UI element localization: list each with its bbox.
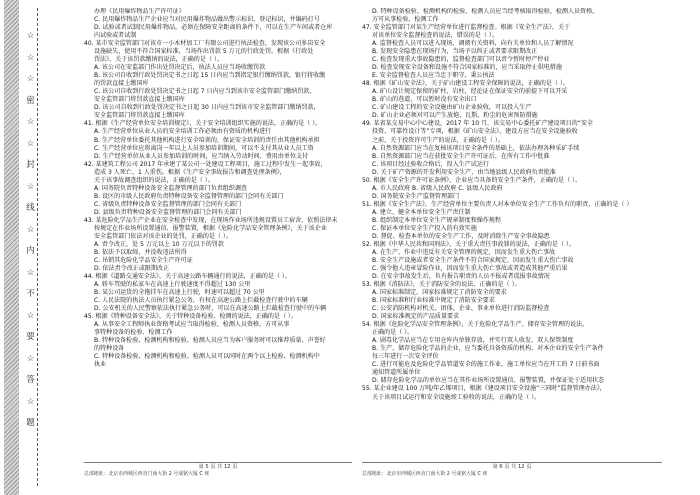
seal-char: ☆ [26, 181, 35, 192]
answer-option: C. 矿山建设工程的安全设施由矿山企业验收，可以投入生产 [372, 104, 532, 112]
answer-option: A. 监督检查人员可以进入现场，调阅有关资料，向有关单位和人员了解情况 [372, 40, 574, 48]
answer-option: D. 储存危险化学品的单位应当在其作业场所设置通信、报警装置，并保证处于适用状态 [372, 377, 605, 385]
footer-address: 总部地址：北京市西城区西直门南大街 2 号成铭大厦 C 座 [362, 471, 488, 477]
answer-option: A. 国务院负责特种设备安全监督管理的部门负责组织调查 [94, 184, 247, 192]
question-stem: 41. 根据《生产经营单位安全培训规定》，关于安全培训组织实施的说法，正确的是（ ）。 [84, 120, 322, 128]
seal-char: 封 [26, 160, 35, 170]
text-line: 执业 [94, 361, 107, 369]
seal-char: 题 [26, 418, 35, 428]
answer-option: B. 组织制定本单位安全生产规章制度和操作规程 [372, 216, 501, 224]
text-line: 按规定在作业场所设置通信、报警装置，根据《危险化学品安全管理条例》，关于该企业 [94, 224, 327, 232]
seal-char: ☆ [26, 31, 35, 41]
question-stem: 51. 根据《安全生产法》，生产经营单位主要负责人对本单位安全生产工作负有的职责，正确的是（ ） [362, 200, 633, 208]
answer-option: D. 试验或者试制民用爆炸物品，必须在保障安全距离的条件下，可以在生产车间或者仓库 [94, 24, 333, 32]
text-line: 的罚款直接上缴国库 [94, 80, 149, 88]
answer-option: C. 人民法院的执法人员执行紧急公务，有权在高速公路上拦截检查行驶中的车辆 [94, 297, 308, 305]
answer-option: C. 进行可能危及危险化学品管道安全的施工作业，施工单位应当在开工的 7 日前书面 [372, 361, 600, 369]
text-line: 安全监管部门依法对该企业的处罚，正确的是（ ）。 [94, 232, 232, 240]
answer-option: B. 矿山的巷道，可以暂时没有安全出口 [372, 96, 477, 104]
text-line: 设施缺失，使用不符合国家标准，当场作出罚款 5 万元的行政处罚。根据《行政处 [94, 48, 314, 56]
footer-left [84, 462, 352, 478]
binding-strip [0, 0, 58, 495]
answer-option: B. 国家标准和行业标准中规定了消防安全要求 [372, 297, 495, 305]
question-stem: 48. 根据《矿山安全法》，关于矿山建设工程安全保障的说法，正确的是（ ）。 [362, 80, 569, 88]
text-line: 的特种设备 [94, 345, 125, 353]
answer-option: B. 安全生产设施或者安全生产条件不符合国家规定，因而发生重大伤亡事故 [372, 256, 574, 264]
answer-option: D. 该公司自收到行政处罚决定书之日起 30 日内应当到该市安全监管部门缴纳罚款， [94, 104, 320, 112]
text-line: 关于该事故调查组织的说法，正确的是（ ）。 [94, 176, 214, 184]
answer-option: B. 某公司运货的全拖挂车在高速上行驶，时速可以超过 70 公里 [94, 289, 265, 297]
seal-char: ☆ [26, 138, 35, 149]
seal-char: ☆ [26, 224, 35, 235]
answer-option: C. 公安消防机构对机关、团体、企业、事业单位进行消防监督检查 [372, 305, 550, 313]
question-stem: 42. 某建筑工程公司 2017 年承建了某公司一处建设工程项目，施工过程中发生一起事故， [84, 160, 327, 168]
answer-option: D. 国务院安全生产监督管理部门 [372, 192, 460, 200]
seal-char: 线 [26, 203, 35, 213]
question-stem: 40. 某市安全监管部门对该市一小木材加工厂有限公司进行执法检查，发现该公司多岗安全 [84, 40, 326, 48]
answer-option: A. 从事安全工程师执业资格考试应当取得检验、检测人员资格，方可从事 [94, 321, 290, 329]
seal-char: 内 [26, 246, 35, 256]
text-line: 对该单位安全监督检查的说法，错误的是（ ）。 [372, 32, 498, 40]
answer-option: A. 该公司在安监部门作出处罚决定后，执法人员应当场收缴罚款 [94, 64, 266, 72]
answer-option: D. 国家标准规定的产品质量要求 [372, 313, 460, 321]
seal-char: 要 [26, 332, 35, 342]
footer-right [362, 462, 662, 478]
answer-option: E. 安全监督检查人员应当忠于职守，秉公执法 [372, 72, 495, 80]
answer-option: B. 特种设备检验、检测机构和检验、检测人员应当为客户服务时可以推荐质量、声誉好 [94, 337, 326, 345]
text-line: 关于该项目试运行和安全设施竣工验收的说法，正确的是（ ）。 [372, 393, 541, 401]
text-line: 之前，关于投资许可生产的说法，正确的是（ ）。 [372, 136, 504, 144]
page-number: 第 6 页 共 12 页 [492, 464, 532, 470]
answer-option: A. 自然资源部门应当在复核该项目安全条件的基础上，依法办理各种采矿手续 [372, 144, 580, 152]
text-line: 办理《民用爆炸物品生产许可证》 [94, 8, 185, 15]
answer-option: C. 保证本单位安全生产投入的有效实施 [372, 224, 477, 232]
page-number: 第 5 页 共 12 页 [198, 464, 238, 470]
page-left [84, 8, 350, 478]
answer-option: D. 依法责令改正或限期改正 [94, 265, 170, 272]
answer-option: C. 吊销其危险化学品安全生产许可证 [94, 256, 193, 264]
answer-option: D. 在安全事故发生后，负有报告职责的人员不报或者谎报事故情况 [372, 273, 550, 281]
question-stem: 53. 根据《消防法》，关于消防安全的说法，正确的是（ ）。 [362, 281, 521, 289]
answer-option: D. 督促、检查本单位的安全生产工作，及时消除生产安全事故隐患 [372, 232, 550, 240]
answer-option: A. 市人民政府 B. 省级人民政府 C. 县级人民政府 [372, 184, 503, 192]
binding-hatch [4, 0, 19, 495]
question-stem: 55. 某企业建设 100 万吨/年乙烯项目，根据《建设项目安全设施“三同时”监督管理办法》， [362, 385, 606, 393]
answer-option: B. 自然资源部门应当在获批安全生产许可证后，在所有工作中批准 [372, 152, 550, 160]
question-stem: 43. 某危险化学品生产企业在安全检查中发现，在现场作业场所违规设置员工宿舍，依照法律未 [84, 216, 338, 224]
seal-char: ☆ [26, 267, 35, 278]
answer-option: C. 该项目经过验收合格后，投入生产试运行 [372, 160, 489, 168]
question-stem: 47. 安全监管部门对某生产经营单位进行监督检查。根据《安全生产法》，关于 [362, 24, 571, 32]
answer-option: A. 矿山设计规定保留的矿柱、岩柱，经论证在保证安全的前提下可以开采 [372, 88, 568, 96]
answer-option: A. 轿车驾驶的私家车在高速上行驶速度不得超过 130 公里 [94, 281, 251, 289]
answer-option: B. 设区的市级人民政府负责特种设备安全监督管理的部门会同有关部门 [94, 192, 284, 200]
question-stem: 49. 某省某交易中心中心建设，2017 年 10 月，该交易中心委托矿产建设项目的“安全 [362, 120, 593, 128]
answer-option: D. 县级负责特种设备安全监督管理的部门会同有关部门 [94, 208, 242, 216]
answer-option: B. 生产经营单位委托其他机构进行安全培训的，保证安全培训的责任由其他机构承担 [94, 136, 320, 144]
text-line: 通知管道所属单位 [372, 369, 421, 377]
answer-option: B. 生产、储存危险化学品的企业，应当委托具备资质的机构，对本企业的安全生产条件 [372, 345, 604, 353]
text-line: 正确的是（ ）。 [372, 329, 414, 337]
text-line: 造成 3 人死亡、1 人重伤。根据《生产安全事故报告和调查处理条例》， [94, 168, 286, 176]
answer-option: A. 生产经营单位从业人员的安全培训工作必须由有资质的机构进行 [94, 128, 272, 136]
seal-char: ☆ [26, 396, 35, 407]
answer-option: C. 生产经营单位应将离岗一年以上人员参加培训期间，可以不支付其从业人员工资 [94, 144, 314, 152]
answer-option: C. 省级负责特种设备安全监督管理的部门会同有关部门 [94, 200, 242, 208]
footer-address: 总部地址：北京市西城区西直门南大街 2 号成铭大厦 C 座 [84, 471, 210, 477]
answer-option: A. 建立、健全本单位安全生产责任制 [372, 208, 471, 216]
text-line: 方可从事检验、检测工作 [372, 16, 439, 24]
answer-option: C. 该公司自收到行政处罚决定书之日起 7 日内应当到该市安全监管部门缴纳罚款， [94, 88, 316, 96]
text-line: 罚法》，关于该罚款缴纳的说法，正确的是（ ）。 [94, 56, 223, 64]
cut-line [37, 8, 38, 486]
seal-char: ☆ [26, 310, 35, 321]
question-stem: 54. 根据《危险化学品安全管理条例》，关于危险化学品生产、储存安全管理的说法， [362, 321, 589, 329]
answer-option: D. 特种设备检验、检测机构的检验、检测人员应当经考核取得检验、检测人员资格， [372, 8, 599, 15]
question-stem: 44. 根据《道路交通安全法》，关于高速公路车辆通行的说法，正确的是（ ）。 [84, 273, 291, 281]
answer-option: C. 强令他人违章冒险作业，因而发生重大伤亡事故或者造成其他严重后果 [372, 265, 568, 272]
answer-option: A. 国家标准制定，国家标准规定了消防安全的要求 [372, 289, 507, 297]
answer-option: D. 生产经营单位从业人员参加培训的时间，应当纳入劳动时间，费用由单位支付 [94, 152, 309, 160]
seal-char: 密 [26, 95, 35, 106]
question-stem: 52. 根据《中华人民共和国刑法》，关于重大责任事故罪的说法，正确的是（ ）。 [362, 240, 576, 248]
question-stem: 50. 根据《安全生产许可证条例》，企业应当具备的安全生产条件，正确的是（ ）。 [362, 176, 582, 184]
answer-option: B. 发现安全隐患在现场行为，当场予以纠正或者要求限期改正 [372, 48, 538, 56]
text-line: 安全监管部门将罚款直接上缴国库 [94, 96, 185, 104]
text-line: 安全监管部门将罚款直接上缴国库 [94, 112, 185, 120]
seal-text [24, 30, 37, 439]
seal-char: ☆ [26, 52, 35, 63]
answer-option: A. 剧毒化学品应当在专用仓库内单独存放，并实行双人收发、双人保管制度 [372, 337, 574, 345]
answer-option: B. 该公司自收到行政处罚决定书之日起 15 日内应当到指定银行缴纳罚款，银行将收缴 [94, 72, 326, 80]
answer-option: D. 关于矿产资源的开发利用安全生产，由当地县级人民政府负责批准 [372, 168, 556, 176]
page-right [362, 8, 662, 478]
answer-option: A. 在生产、作业中违反有关安全管理的规定，因而发生重大伤亡事故 [372, 248, 556, 256]
text-line: 每三年进行一次安全评价 [372, 353, 439, 361]
answer-option: B. 依法予以取缔，并没收违法所得 [94, 248, 187, 256]
answer-option: C. 特种设备检验、检测机构和检验、检测人员可以同时在两个以上检验、检测机构中 [94, 353, 320, 361]
text-line: 事特种设备的检验、检测工作 [94, 329, 173, 337]
seal-char: ☆ [26, 353, 35, 364]
text-line: 内试验或者试制 [94, 32, 137, 40]
text-line: 投资、可靠性设计等”专项，根据《矿山安全法》，建设方应当在安全设施验收 [372, 128, 578, 136]
answer-option: D. 公安机关的人民警察依法执行紧急公务时，可以在高速公路上拦截检查行驶中的车辆 [94, 305, 327, 313]
seal-char: ☆ [26, 117, 35, 127]
question-stem: 45. 根据《特种设备安全法》，关于特种设备检验、检测的说法，正确的是（ ）。 [84, 313, 298, 321]
answer-option: D. 矿山企业必须对可以产生放炮、瓦斯、粉尘的危害预防措施 [372, 112, 538, 120]
seal-char: ☆ [26, 74, 35, 84]
seal-char: 答 [26, 375, 35, 385]
answer-option: D. 检查发现安全设备和设施不符合国家标准的，应当采取停止供电措施 [372, 64, 562, 72]
seal-char: 不 [26, 289, 35, 299]
answer-option: A. 责令改正，处 5 万元以上 10 万元以下的罚款 [94, 240, 224, 248]
answer-option: C. 检查发现重大事故隐患的，监督检查部门可以责令暂时停产停业 [372, 56, 550, 64]
answer-option: C. 民用爆炸物品生产企业应当对民用爆炸物品做出警示标识、登记标识，并编码打号 [94, 16, 320, 24]
